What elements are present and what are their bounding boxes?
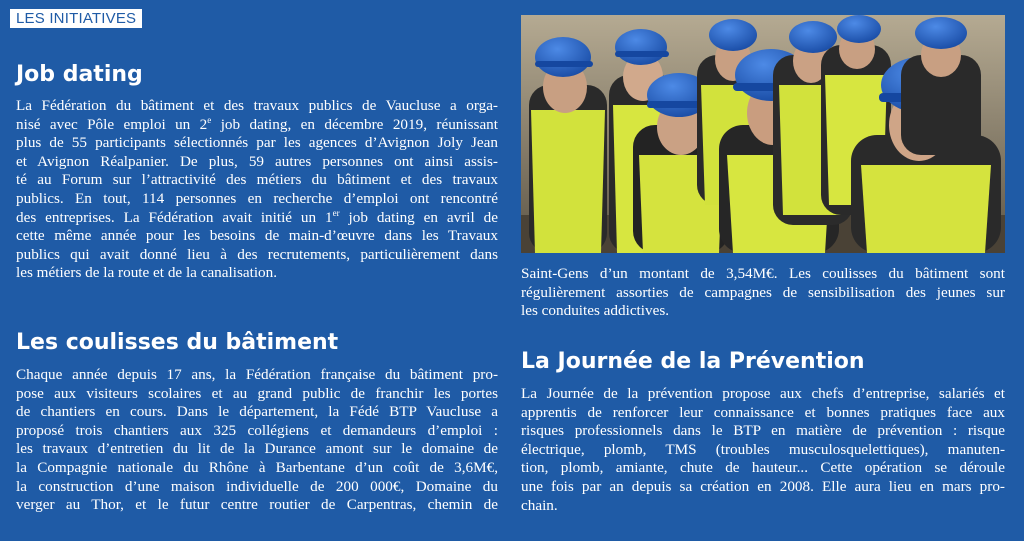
prevention-line: électrique, plomb, TMS (troubles musculosquelettiques), manuten- bbox=[521, 440, 1005, 458]
job-dating-line-text: nisé avec Pôle emploi un 2e job dating, en décembre 2019, réunissant bbox=[16, 114, 498, 133]
photo-students-helmets bbox=[521, 15, 1005, 253]
job-dating-line: cette même année pour les besoins de main-d’œuvre dans les Travaux bbox=[16, 227, 498, 245]
prevention-line: La Journée de la prévention propose aux chefs d’entreprise, salariés et bbox=[521, 385, 1005, 402]
photo-illustration bbox=[521, 15, 1005, 253]
coulisses-line: verger au Thor, et le futur centre routier de Carpentras, chemin de bbox=[16, 496, 498, 514]
section-tag: LES INITIATIVES bbox=[10, 9, 142, 28]
job-dating-line: plus de 55 participants sélectionnés par les agences d’Avignon Joly Jean bbox=[16, 134, 498, 152]
coulisses-line: Chaque année depuis 17 ans, la Fédération française du bâtiment pro- bbox=[16, 366, 498, 383]
job-dating-line bbox=[16, 209, 498, 228]
prevention-line: tion, plomb, amiante, chute de hauteur... Cette opération se déroule bbox=[521, 459, 1005, 477]
coulisses-line: les travaux d’entretien du lit de la Durance amont sur le domaine de bbox=[16, 440, 498, 458]
coulisses-text bbox=[16, 366, 498, 515]
job-dating-line-text: des entreprises. La Fédération avait initié un 1er job dating en avril de bbox=[16, 207, 498, 226]
job-dating-heading: Job dating bbox=[16, 62, 143, 87]
job-dating-line bbox=[16, 116, 498, 135]
coulisses-heading: Les coulisses du bâtiment bbox=[16, 330, 339, 355]
job-dating-line: publics. En tout, 114 personnes en recherche d’emploi ont rencontré bbox=[16, 189, 498, 207]
job-dating-line: publics qui avait donné lieu à des recrutements, particulièrement dans bbox=[16, 245, 498, 263]
coulisses-line: de chantiers en cours. Dans le département, la Fédé BTP Vaucluse a bbox=[16, 403, 498, 421]
prevention-heading: La Journée de la Prévention bbox=[521, 349, 865, 374]
prevention-line: risques professionnels dans le BTP en matière de prévention : risque bbox=[521, 422, 1005, 440]
prevention-line: chain. bbox=[521, 496, 558, 514]
coulisses-line: proposé trois chantiers aux 325 collégiens et demandeurs d’emploi : bbox=[16, 421, 498, 439]
prevention-line: une fois par an depuis sa création en 2008. Elle aura lieu en mars pro- bbox=[521, 477, 1005, 495]
coulisses-line: la construction d’une maison individuelle de 200 000€, Domaine du bbox=[16, 477, 498, 495]
coulisses-line: régulièrement assorties de campagnes de sensibilisation des jeunes sur bbox=[521, 283, 1005, 301]
coulisses-line: la Compagnie nationale du Rhône à Barbentane d’un coût de 3,6M€, bbox=[16, 458, 498, 476]
coulisses-line: les conduites addictives. bbox=[521, 302, 670, 320]
job-dating-text bbox=[16, 97, 498, 283]
job-dating-line: té au Forum sur l’attractivité des métiers du bâtiment et des travaux bbox=[16, 171, 498, 189]
coulisses-continued-text bbox=[521, 265, 1005, 321]
job-dating-line: et Avignon Réalpanier. De plus, 59 autres personnes ont ainsi assis- bbox=[16, 152, 498, 170]
prevention-line: apprentis de renforcer leur connaissance et bonnes pratiques face aux bbox=[521, 403, 1005, 421]
job-dating-line: La Fédération du bâtiment et des travaux publics de Vaucluse a orga- bbox=[16, 97, 498, 114]
coulisses-line: pose aux visiteurs scolaires et au grand public de franchir les portes bbox=[16, 384, 498, 402]
job-dating-line: les métiers de la route et de la canalisation. bbox=[16, 264, 278, 282]
coulisses-line: Saint-Gens d’un montant de 3,54M€. Les coulisses du bâtiment sont bbox=[521, 265, 1005, 282]
prevention-text bbox=[521, 385, 1005, 515]
